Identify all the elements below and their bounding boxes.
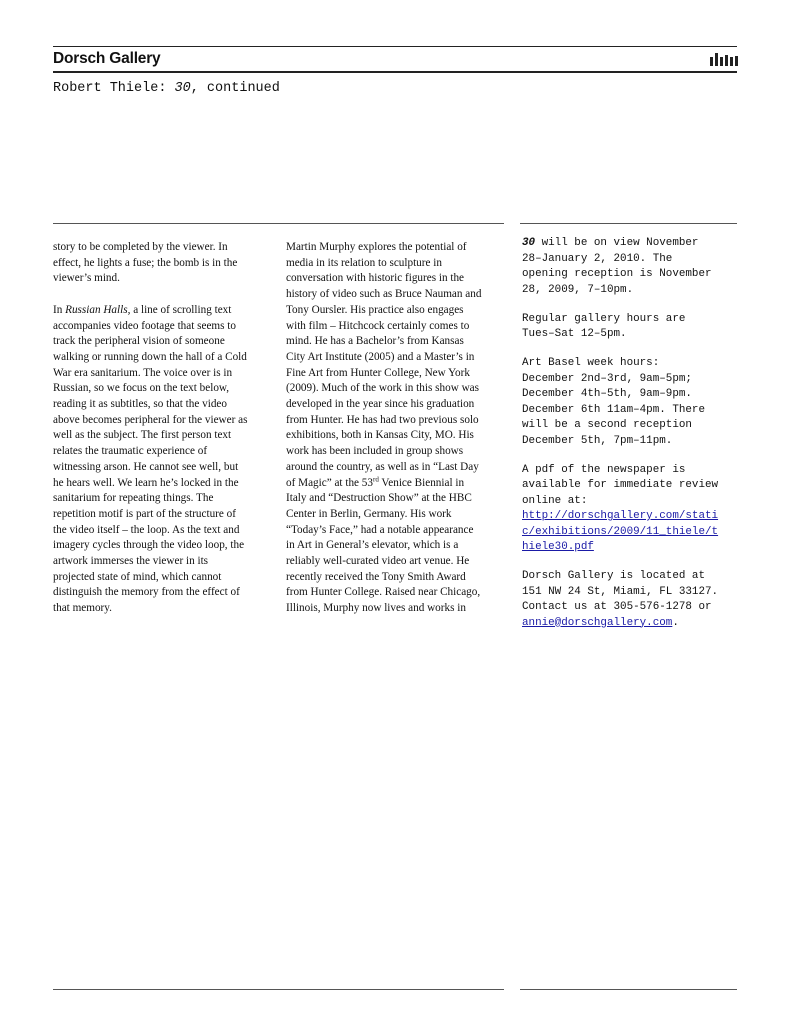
artwork-title: Russian Halls,: [65, 303, 131, 316]
header-bottom-rule: [53, 71, 737, 73]
gallery-name: Dorsch Gallery: [53, 50, 161, 67]
gallery-location: Dorsch Gallery is located at 151 NW 24 St, Miami, FL 33127. Contact us at 305-576-1278 or annie@dorschgallery.com.: [522, 570, 719, 629]
paragraph-martin-murphy: Martin Murphy explores the potential of media in its relation to sculpture in conversation with historic figures in the history of video such as Bruce Nauman and Tony Oursler. His practice also engages with film – Hitchcock certainly comes to mind. He has a Bachelor’s from Kansas City Art Institute (2005) and a Master’s in Fine Art from Hunter College, New York (2009). Much of the work in this show was developed in the year since his graduation from Hunter. He has had two previous solo exhibitions, both in Kansas City, MO. His work has been included in group shows around the country, as well as in “Last Day of Magic” at the 53rd Venice Biennial in Italy and “Destruction Show” at the HBC Center in Berlin, Germany. His work “Today’s Face,” had a notable appearance in Art in General’s elevator, which is a reliably well-curated video art venue. He recently received the Tony Smith Award from Hunter College. Raised near Chicago, Illinois, Murphy now lives and works in: [286, 241, 482, 615]
paragraph: story to be completed by the viewer. In effect, he lights a fuse; the bomb is in the viewer’s mind.: [53, 241, 238, 285]
dorsch-bars-logo-icon: [710, 52, 738, 66]
sidebar-bottom-rule: [520, 989, 737, 990]
header-top-rule: [53, 46, 737, 47]
sidebar-info-column: [522, 236, 740, 631]
article-column-1: [53, 240, 269, 617]
art-basel-hours: Art Basel week hours: December 2nd–3rd, 9am–5pm; December 4th–5th, 9am–9pm. December 6th 11am–4pm. There will be a second reception December 5th, 7pm–11pm.: [522, 357, 705, 447]
columns-top-rule: [53, 223, 504, 224]
page-subtitle: Robert Thiele: 30, continued: [53, 81, 280, 96]
email-link[interactable]: annie@dorschgallery.com: [522, 616, 673, 629]
columns-bottom-rule: [53, 989, 504, 990]
exhibition-title: 30: [522, 237, 536, 249]
paragraph-russian-halls: In Russian Halls, a line of scrolling text accompanies video footage that seems to track the peripheral vision of someone walking or running down the hall of a Cold War era sanitarium. The voice over is in Russian, so we focus on the text below, reading it as subtitles, so that the video above becomes peripheral for the viewer as well as the subject. The first person text relates the traumatic experience of witnessing arson. He cannot see well, but he hears well. We learn he’s locked in the sanitarium for repeating things. The repetition motif is part of the structure of the video itself – the loop. As the text and imagery cycles through the video loop, the artwork immerses the viewer in its projected state of mind, which cannot distinguish the memory from the effect of that memory.: [53, 303, 248, 615]
pdf-availability: A pdf of the newspaper is available for immediate review online at: http://dorschgallery.com/stati c/exhibitions/2009/11_thiele/t hiele30.pdf: [522, 463, 740, 556]
exhibition-title: 30: [174, 81, 191, 96]
gallery-hours: Regular gallery hours are Tues–Sat 12–5pm.: [522, 312, 686, 340]
article-column-2: [286, 240, 504, 617]
exhibition-dates: 30 will be on view November 28–January 2, 2010. The opening reception is November 28, 2009, 7–10pm.: [522, 237, 712, 296]
sidebar-top-rule: [520, 223, 737, 224]
pdf-link[interactable]: http://dorschgallery.com/stati c/exhibitions/2009/11_thiele/t hiele30.pdf: [522, 510, 719, 553]
